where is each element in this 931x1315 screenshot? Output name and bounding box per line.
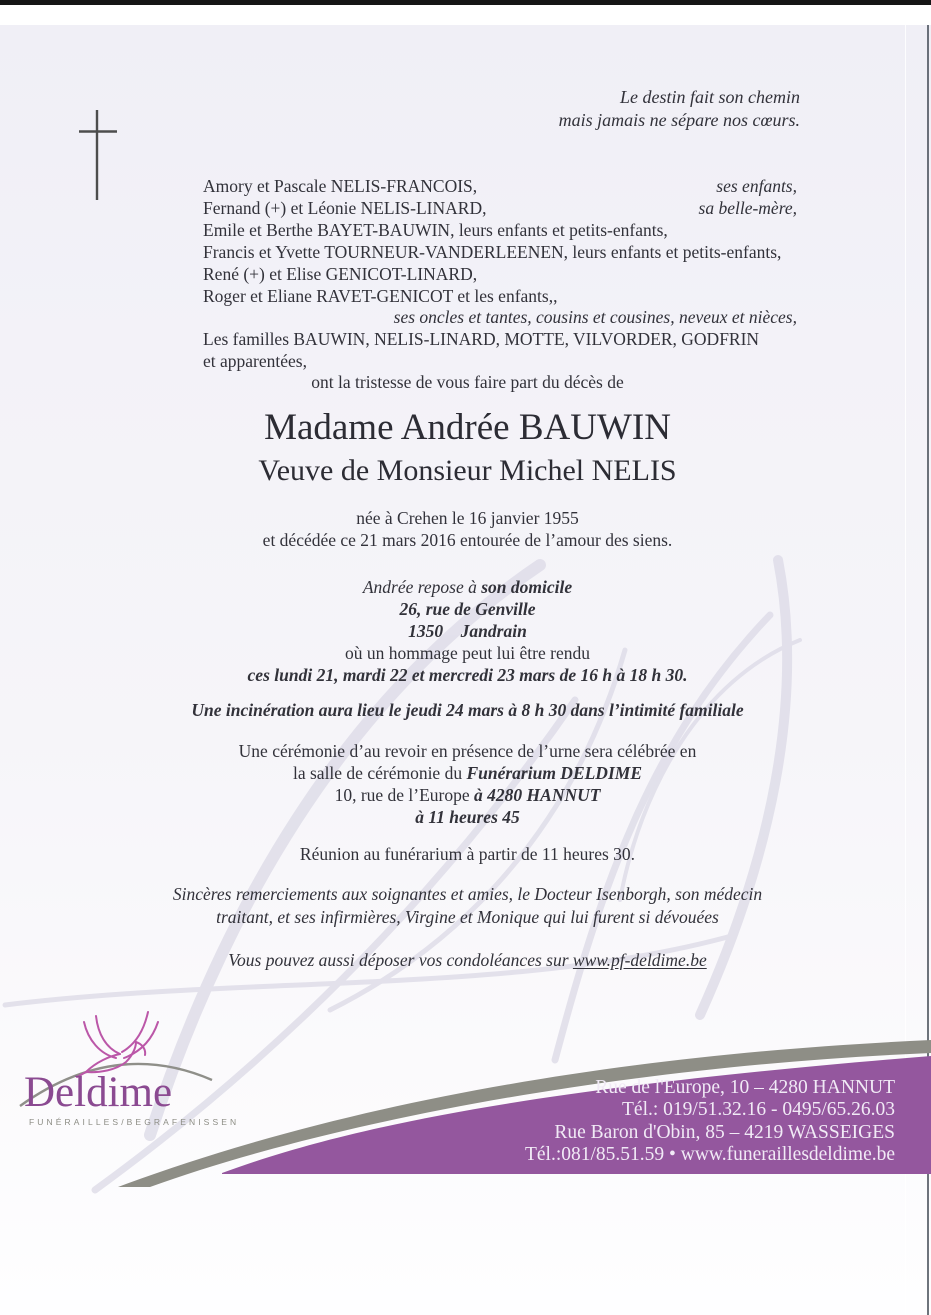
ceremony-line: Une cérémonie d’au revoir en présence de l’urne sera célébrée en — [238, 741, 697, 761]
repose-line: où un hommage peut lui être rendu — [345, 643, 590, 663]
thanks-line: traitant, et ses infirmières, Virgine et Monique qui lui furent si dévouées — [216, 906, 719, 927]
thanks-line: Sincères remerciements aux soignantes et amies, le Docteur Isenborgh, son médecin — [172, 884, 763, 904]
announcement-line: ont la tristesse de vous faire part du décès de — [311, 372, 624, 392]
repose-city-line: 1350 Jandrain — [408, 621, 527, 641]
repose-line: Andrée repose à son domicile — [362, 577, 573, 597]
cross-icon — [79, 110, 117, 200]
family-row: René (+) et Elise GENICOT-LINARD, — [203, 263, 478, 284]
family-row: Emile et Berthe BAYET-BAUWIN, leurs enfants et petits-enfants, — [203, 219, 668, 240]
ceremony-block — [135, 740, 800, 828]
family-row: et apparentées, — [203, 351, 307, 372]
quote-line: mais jamais ne sépare nos cœurs. — [558, 110, 800, 130]
quote-line: Le destin fait son chemin — [620, 87, 800, 107]
deceased-subtitle: Veuve de Monsieur Michel NELIS — [258, 454, 677, 487]
gathering-line: Réunion au funérarium à partir de 11 heures 30. — [299, 844, 636, 864]
family-row: Francis et Yvette TOURNEUR-VANDERLEENEN, leurs enfants et petits-enfants, — [203, 241, 782, 262]
logo-tagline: FUNÉRAILLES/BEGRAFENISSEN — [29, 1117, 240, 1127]
address-line: Tél.:081/85.51.59 • www.funeraillesdeldime.be — [524, 1144, 895, 1166]
repose-address-line: 26, rue de Genville — [399, 599, 536, 619]
condolences-url: www.pf-deldime.be — [572, 950, 707, 970]
memorial-quote — [400, 86, 800, 132]
family-row: Roger et Eliane RAVET-GENICOT et les enfants,, — [203, 285, 558, 306]
address-line: Tél.: 019/51.32.16 - 0495/65.26.03 — [622, 1099, 895, 1121]
family-row-relatives: ses oncles et tantes, cousins et cousines, neveux et nièces, — [393, 307, 797, 328]
birth-line: née à Crehen le 16 janvier 1955 — [356, 508, 579, 528]
condolences-line: Vous pouvez aussi déposer vos condoléances sur www.pf-deldime.be — [228, 950, 707, 970]
ceremony-time-line: à 11 heures 45 — [415, 807, 520, 827]
cremation-line: Une incinération aura lieu le jeudi 24 mars à 8 h 30 dans l’intimité familiale — [191, 700, 744, 720]
footer-address — [420, 1077, 895, 1167]
family-row: Fernand (+) et Léonie NELIS-LINARD, sa belle-mère, — [203, 197, 797, 218]
thanks-block — [135, 883, 800, 928]
logo-name: Deldime — [24, 1069, 173, 1116]
address-line: Rue Baron d'Obin, 85 – 4219 WASSEIGES — [554, 1121, 895, 1143]
deceased-name: Madame Andrée BAUWIN — [264, 407, 671, 448]
ceremony-line: 10, rue de l’Europe à 4280 HANNUT — [334, 785, 601, 805]
address-line: Rue de l'Europe, 10 – 4280 HANNUT — [595, 1077, 895, 1098]
family-row: Amory et Pascale NELIS-FRANCOIS, ses enfants, — [203, 176, 797, 196]
family-row: Les familles BAUWIN, NELIS-LINARD, MOTTE, VILVORDER, GODFRIN — [203, 329, 760, 350]
family-list — [203, 176, 797, 373]
birth-death-block — [135, 507, 800, 551]
repose-hours-line: ces lundi 21, mardi 22 et mercredi 23 mars de 16 h à 18 h 30. — [247, 665, 688, 685]
ceremony-line: la salle de cérémonie du Funérarium DELDIME — [292, 763, 642, 783]
death-line: et décédée ce 21 mars 2016 entourée de l’amour des siens. — [262, 530, 673, 550]
repose-block — [135, 576, 800, 686]
